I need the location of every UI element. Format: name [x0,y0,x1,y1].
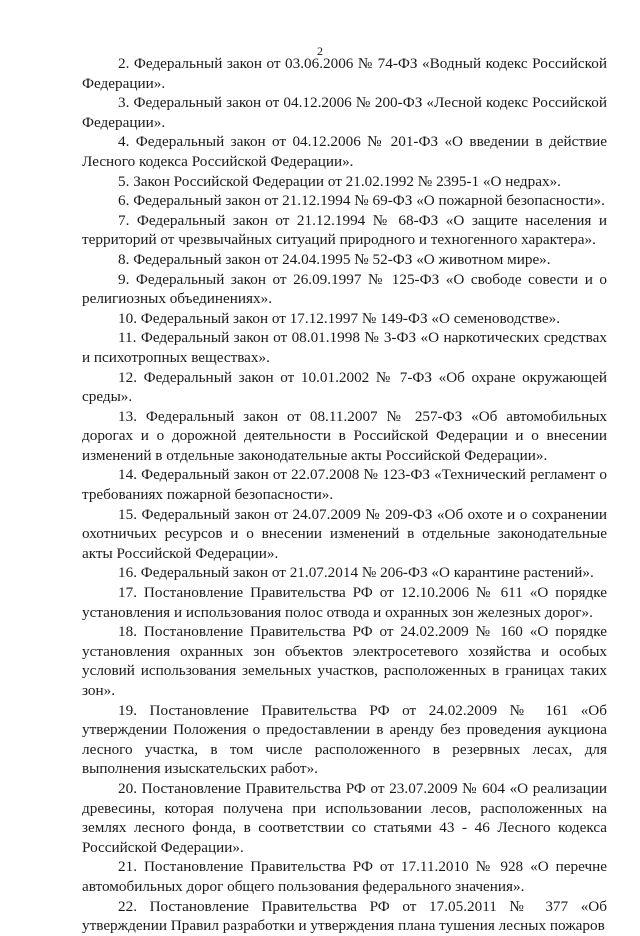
list-item: 3. Федеральный закон от 04.12.2006 № 200-ФЗ «Лесной кодекс Российской Федерации». [82,94,607,131]
list-item: 15. Федеральный закон от 24.07.2009 № 209-ФЗ «Об охоте и о сохранении охотничьих ресурсов и о внесении изменений в отдельные законодательные акты Российской Федерации». [82,505,607,562]
list-item: 7. Федеральный закон от 21.12.1994 № 68-ФЗ «О защите населения и территорий от чрезвычайных ситуаций природного и техногенного характера». [82,211,607,249]
list-item: 10. Федеральный закон от 17.12.1997 № 149-ФЗ «О семеноводстве». [118,309,561,327]
list-item: 14. Федеральный закон от 22.07.2008 № 123-ФЗ «Технический регламент о требованиях пожарной безопасности». [82,466,607,504]
list-item: 11. Федеральный закон от 08.01.1998 № 3-ФЗ «О наркотических средствах и психотропных веществах». [82,329,607,366]
list-item: 22. Постановление Правительства РФ от 17.05.2011 № 377 «Об утверждении Правил разработки и утверждения плана тушения лесных пожаров [82,897,607,935]
list-item: 20. Постановление Правительства РФ от 23.07.2009 № 604 «О реализации древесины, которая получена при использовании лесов, расположенных на землях лесного фонда, в соответствии со статьями 43 - 46 Лесного кодекса Российской Федерации». [82,779,607,856]
list-item: 13. Федеральный закон от 08.11.2007 № 257-ФЗ «Об автомобильных дорогах и о дорожной деятельности в Российской Федерации и о внесении изменений в отдельные законодательные акты Российской Федерации». [82,407,607,464]
list-item: 5. Закон Российской Федерации от 21.02.1992 № 2395-1 «О недрах». [118,172,561,190]
list-item: 2. Федеральный закон от 03.06.2006 № 74-ФЗ «Водный кодекс Российской Федерации». [82,55,607,92]
legal-acts-list [82,54,607,936]
page-number: 2 [317,44,323,58]
list-item: 8. Федеральный закон от 24.04.1995 № 52-ФЗ «О животном мире». [118,250,551,268]
list-item: 17. Постановление Правительства РФ от 12.10.2006 № 611 «О порядке установления и использования полос отвода и охранных зон железных дорог». [82,584,607,621]
list-item: 18. Постановление Правительства РФ от 24.02.2009 № 160 «О порядке установления охранных зон объектов электросетевого хозяйства и особых условий использования земельных участков, расположенных в границах таких зон». [82,623,607,699]
list-item: 9. Федеральный закон от 26.09.1997 № 125-ФЗ «О свободе совести и о религиозных объединениях». [82,270,607,308]
list-item: 12. Федеральный закон от 10.01.2002 № 7-ФЗ «Об охране окружающей среды». [82,368,607,406]
list-item: 16. Федеральный закон от 21.07.2014 № 206-ФЗ «О карантине растений». [118,564,594,582]
list-item: 19. Постановление Правительства РФ от 24.02.2009 № 161 «Об утверждении Положения о предоставлении в аренду без проведения аукциона лесного участка, в том числе расположенного в резервных лесах, для выполнения изыскательских работ». [82,701,607,778]
list-item: 4. Федеральный закон от 04.12.2006 № 201-ФЗ «О введении в действие Лесного кодекса Российской Федерации». [82,133,607,170]
list-item: 6. Федеральный закон от 21.12.1994 № 69-ФЗ «О пожарной безопасности». [118,192,605,210]
list-item: 21. Постановление Правительства РФ от 17.11.2010 № 928 «О перечне автомобильных дорог общего пользования федерального значения». [82,858,607,895]
